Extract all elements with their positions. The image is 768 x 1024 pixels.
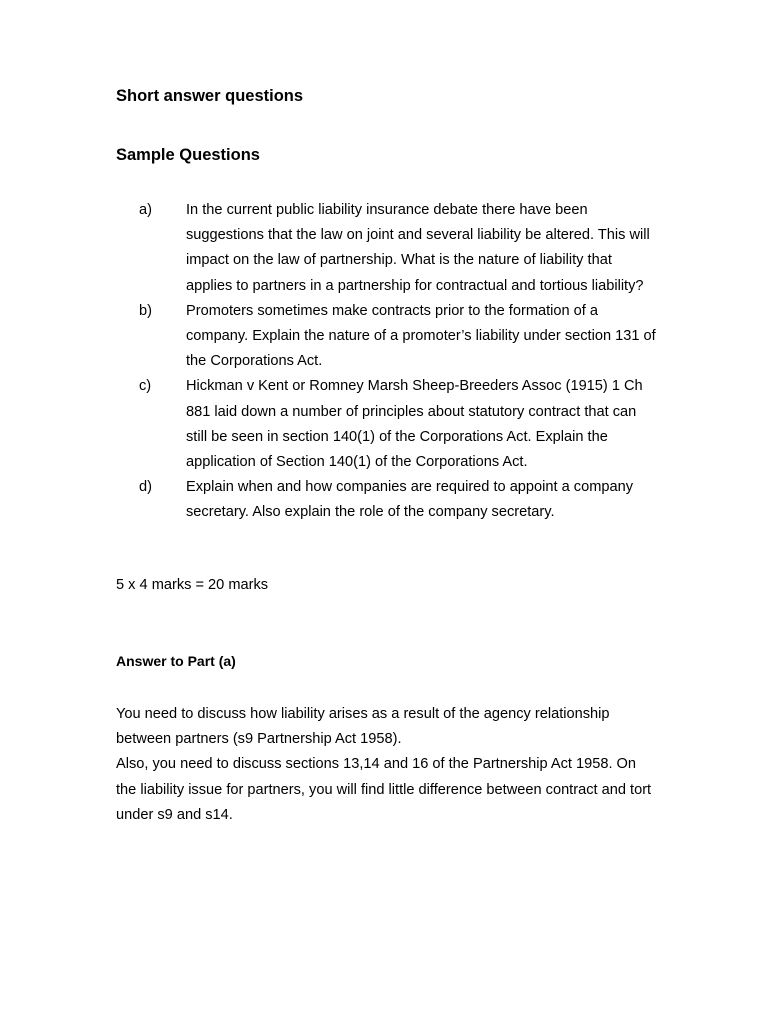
question-label: a) — [139, 202, 152, 218]
question-label: b) — [139, 302, 152, 319]
question-list — [0, 198, 768, 526]
question-text: Promoters sometimes make contracts prior to the formation of a company. Explain the nature of a promoter’s liability under section 131 of the Corporations Act. — [186, 302, 656, 370]
answer-paragraph: Also, you need to discuss sections 13,14 and 16 of the Partnership Act 1958. On the liability issue for partners, you will find little difference between contract and tort under s9 and s14. — [116, 756, 652, 823]
question-label: c) — [139, 378, 152, 395]
question-item — [0, 198, 768, 299]
question-text: Hickman v Kent or Romney Marsh Sheep-Breeders Assoc (1915) 1 Ch 881 laid down a number of principles about statutory contract that can still be seen in section 140(1) of the Corporations Act. Explain the application of Section 140(1) of the Corporations Act. — [186, 378, 643, 471]
section-title: Sample Questions — [116, 146, 260, 164]
question-label: d) — [139, 479, 152, 496]
question-item — [0, 299, 768, 375]
question-text: Explain when and how companies are required to appoint a company secretary. Also explain the role of the company secretary. — [186, 479, 634, 521]
question-text: In the current public liability insurance debate there have been suggestions that the law on joint and several liability be altered. This will impact on the law of partnership. What is the nature of liability that applies to partners in a partnership for contractual and tortious liability? — [186, 202, 650, 294]
question-item — [0, 374, 768, 475]
answer-paragraph: You need to discuss how liability arises as a result of the agency relationship between partners (s9 Partnership Act 1958). — [116, 706, 610, 748]
answer-body — [116, 702, 656, 828]
page-title: Short answer questions — [116, 87, 304, 105]
answer-heading: Answer to Part (a) — [116, 653, 236, 669]
question-item — [0, 475, 768, 525]
marks-summary: 5 x 4 marks = 20 marks — [116, 577, 269, 593]
